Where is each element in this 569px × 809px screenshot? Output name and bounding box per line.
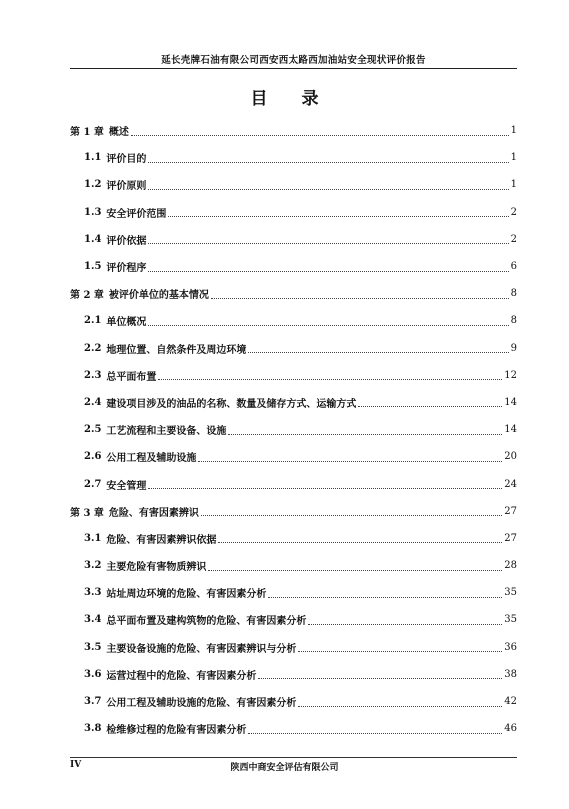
toc-section-entry[interactable] <box>70 470 517 497</box>
toc-entry-page: 1 <box>510 179 517 191</box>
toc-entry-page: 42 <box>504 696 517 708</box>
toc-section-entry[interactable] <box>70 552 517 579</box>
toc-section-entry[interactable] <box>70 525 517 552</box>
toc-entry-title: 公用工程及辅助设施的危险、有害因素分析 <box>106 698 297 710</box>
toc-section-entry[interactable] <box>70 307 517 334</box>
toc-entry-page: 1 <box>510 152 517 164</box>
toc-entry-number: 3.7 <box>84 696 102 708</box>
toc-entry-number: 3.8 <box>84 723 102 735</box>
toc-entry-number: 1.2 <box>84 179 102 191</box>
toc-section-entry[interactable] <box>70 715 517 742</box>
toc-entry-page: 36 <box>504 641 517 653</box>
toc-dot-leader <box>268 588 502 598</box>
toc-entry-title: 评价原则 <box>106 181 147 193</box>
toc-section-entry[interactable] <box>70 606 517 633</box>
footer-page-number: IV <box>70 760 82 770</box>
toc-entry-page: 27 <box>504 505 517 517</box>
toc-dot-leader <box>148 153 508 163</box>
toc-entry-page: 28 <box>504 560 517 572</box>
toc-dot-leader <box>148 479 502 489</box>
toc-dot-leader <box>208 561 502 571</box>
toc-entry-title: 总平面布置及建构筑物的危险、有害因素分析 <box>106 616 307 628</box>
toc-section-entry[interactable] <box>70 443 517 470</box>
toc-entry-page: 8 <box>510 288 517 300</box>
toc-entry-page: 2 <box>510 206 517 218</box>
toc-entry-page: 24 <box>504 478 517 490</box>
toc-entry-page: 14 <box>504 396 517 408</box>
toc-dot-leader <box>148 262 508 272</box>
toc-dot-leader <box>308 615 502 625</box>
toc-dot-leader <box>168 207 508 217</box>
toc-entry-title: 安全管理 <box>106 480 147 492</box>
toc-entry-number: 2.4 <box>84 396 102 408</box>
header-rule <box>70 68 517 69</box>
toc-dot-leader <box>228 425 502 435</box>
toc-entry-number: 1.4 <box>84 233 102 245</box>
toc-entry-title: 评价目的 <box>106 154 147 166</box>
toc-entry-number: 1.3 <box>84 206 102 218</box>
toc-dot-leader <box>358 397 502 407</box>
toc-entry-title: 主要设备设施的危险、有害因素辨识与分析 <box>106 643 297 655</box>
toc-entry-number: 3.5 <box>84 641 102 653</box>
toc-section-entry[interactable] <box>70 335 517 362</box>
toc-section-entry[interactable] <box>70 199 517 226</box>
toc-dot-leader <box>131 126 509 136</box>
toc-section-entry[interactable] <box>70 253 517 280</box>
toc-entry-title: 站址周边环境的危险、有害因素分析 <box>106 589 267 601</box>
toc-entry-title: 危险、有害因素辨识依据 <box>106 534 217 546</box>
toc-section-entry[interactable] <box>70 144 517 171</box>
toc-entry-title: 运营过程中的危险、有害因素分析 <box>106 670 257 682</box>
toc-dot-leader <box>148 180 508 190</box>
toc-entry-page: 27 <box>504 532 517 544</box>
toc-chapter-entry[interactable] <box>70 117 517 144</box>
toc-entry-page: 14 <box>504 424 517 436</box>
toc-section-entry[interactable] <box>70 688 517 715</box>
toc-dot-leader <box>211 289 509 299</box>
toc-section-entry[interactable] <box>70 661 517 688</box>
toc-entry-page: 1 <box>510 125 517 137</box>
toc-dot-leader <box>258 669 502 679</box>
toc-entry-title: 概述 <box>108 127 129 139</box>
toc-entry-number: 3.2 <box>84 560 102 572</box>
toc-entry-number: 第 1 章 <box>70 127 104 139</box>
toc-entry-page: 46 <box>504 723 517 735</box>
toc-entry-number: 第 3 章 <box>70 507 104 519</box>
toc-entry-title: 总平面布置 <box>106 371 157 383</box>
toc-dot-leader <box>248 343 508 353</box>
toc-entry-page: 6 <box>510 261 517 273</box>
toc-section-entry[interactable] <box>70 171 517 198</box>
toc-entry-page: 8 <box>510 315 517 327</box>
toc-section-entry[interactable] <box>70 362 517 389</box>
toc-entry-number: 2.1 <box>84 315 102 327</box>
toc-entry-number: 3.4 <box>84 614 102 626</box>
toc-entry-title: 地理位置、自然条件及周边环境 <box>106 344 247 356</box>
toc-dot-leader <box>298 642 502 652</box>
page-header: 延长壳牌石油有限公司西安西太路西加油站安全现状评价报告 <box>161 55 426 66</box>
toc-entry-title: 工艺流程和主要设备、设施 <box>106 426 227 438</box>
toc-entry-page: 38 <box>504 668 517 680</box>
toc-entry-number: 2.6 <box>84 451 102 463</box>
toc-dot-leader <box>298 697 502 707</box>
toc-entry-number: 2.3 <box>84 369 102 381</box>
toc-entry-number: 1.5 <box>84 261 102 273</box>
toc-entry-title: 评价程序 <box>106 263 147 275</box>
toc-entry-number: 第 2 章 <box>70 290 104 302</box>
toc-entry-number: 2.2 <box>84 342 102 354</box>
toc-entry-title: 评价依据 <box>106 235 147 247</box>
toc-chapter-entry[interactable] <box>70 280 517 307</box>
toc-entry-page: 35 <box>504 587 517 599</box>
toc-dot-leader <box>248 724 502 734</box>
toc-entry-title: 单位概况 <box>106 317 147 329</box>
toc-dot-leader <box>158 370 502 380</box>
toc-entry-number: 2.7 <box>84 478 102 490</box>
toc-entry-page: 35 <box>504 614 517 626</box>
toc-entry-title: 建设项目涉及的油品的名称、数量及储存方式、运输方式 <box>106 398 357 410</box>
toc-entry-title: 主要危险有害物质辨识 <box>106 562 207 574</box>
toc-dot-leader <box>198 452 502 462</box>
toc-entry-number: 1.1 <box>84 152 102 164</box>
footer-company: 陕西中商安全评估有限公司 <box>230 763 339 773</box>
toc-entry-number: 3.6 <box>84 668 102 680</box>
toc-section-entry[interactable] <box>70 389 517 416</box>
toc-entry-number: 3.3 <box>84 587 102 599</box>
toc-entry-page: 12 <box>504 369 517 381</box>
toc-title: 目 录 <box>250 89 333 109</box>
toc-dot-leader <box>218 533 502 543</box>
toc-chapter-entry[interactable] <box>70 498 517 525</box>
toc-entry-title: 被评价单位的基本情况 <box>108 290 209 302</box>
toc-section-entry[interactable] <box>70 634 517 661</box>
footer-rule <box>70 757 517 758</box>
toc-section-entry[interactable] <box>70 579 517 606</box>
toc-entry-title: 公用工程及辅助设施 <box>106 453 197 465</box>
toc-entry-title: 安全评价范围 <box>106 208 167 220</box>
toc-section-entry[interactable] <box>70 226 517 253</box>
toc-entry-number: 2.5 <box>84 424 102 436</box>
toc-entry-number: 3.1 <box>84 532 102 544</box>
toc-entry-title: 检维修过程的危险有害因素分析 <box>106 725 247 737</box>
toc-dot-leader <box>148 234 508 244</box>
table-of-contents <box>70 117 517 742</box>
toc-entry-page: 9 <box>510 342 517 354</box>
toc-dot-leader <box>201 506 502 516</box>
toc-dot-leader <box>148 316 508 326</box>
toc-entry-title: 危险、有害因素辨识 <box>108 507 199 519</box>
toc-section-entry[interactable] <box>70 416 517 443</box>
toc-entry-page: 2 <box>510 233 517 245</box>
toc-entry-page: 20 <box>504 451 517 463</box>
